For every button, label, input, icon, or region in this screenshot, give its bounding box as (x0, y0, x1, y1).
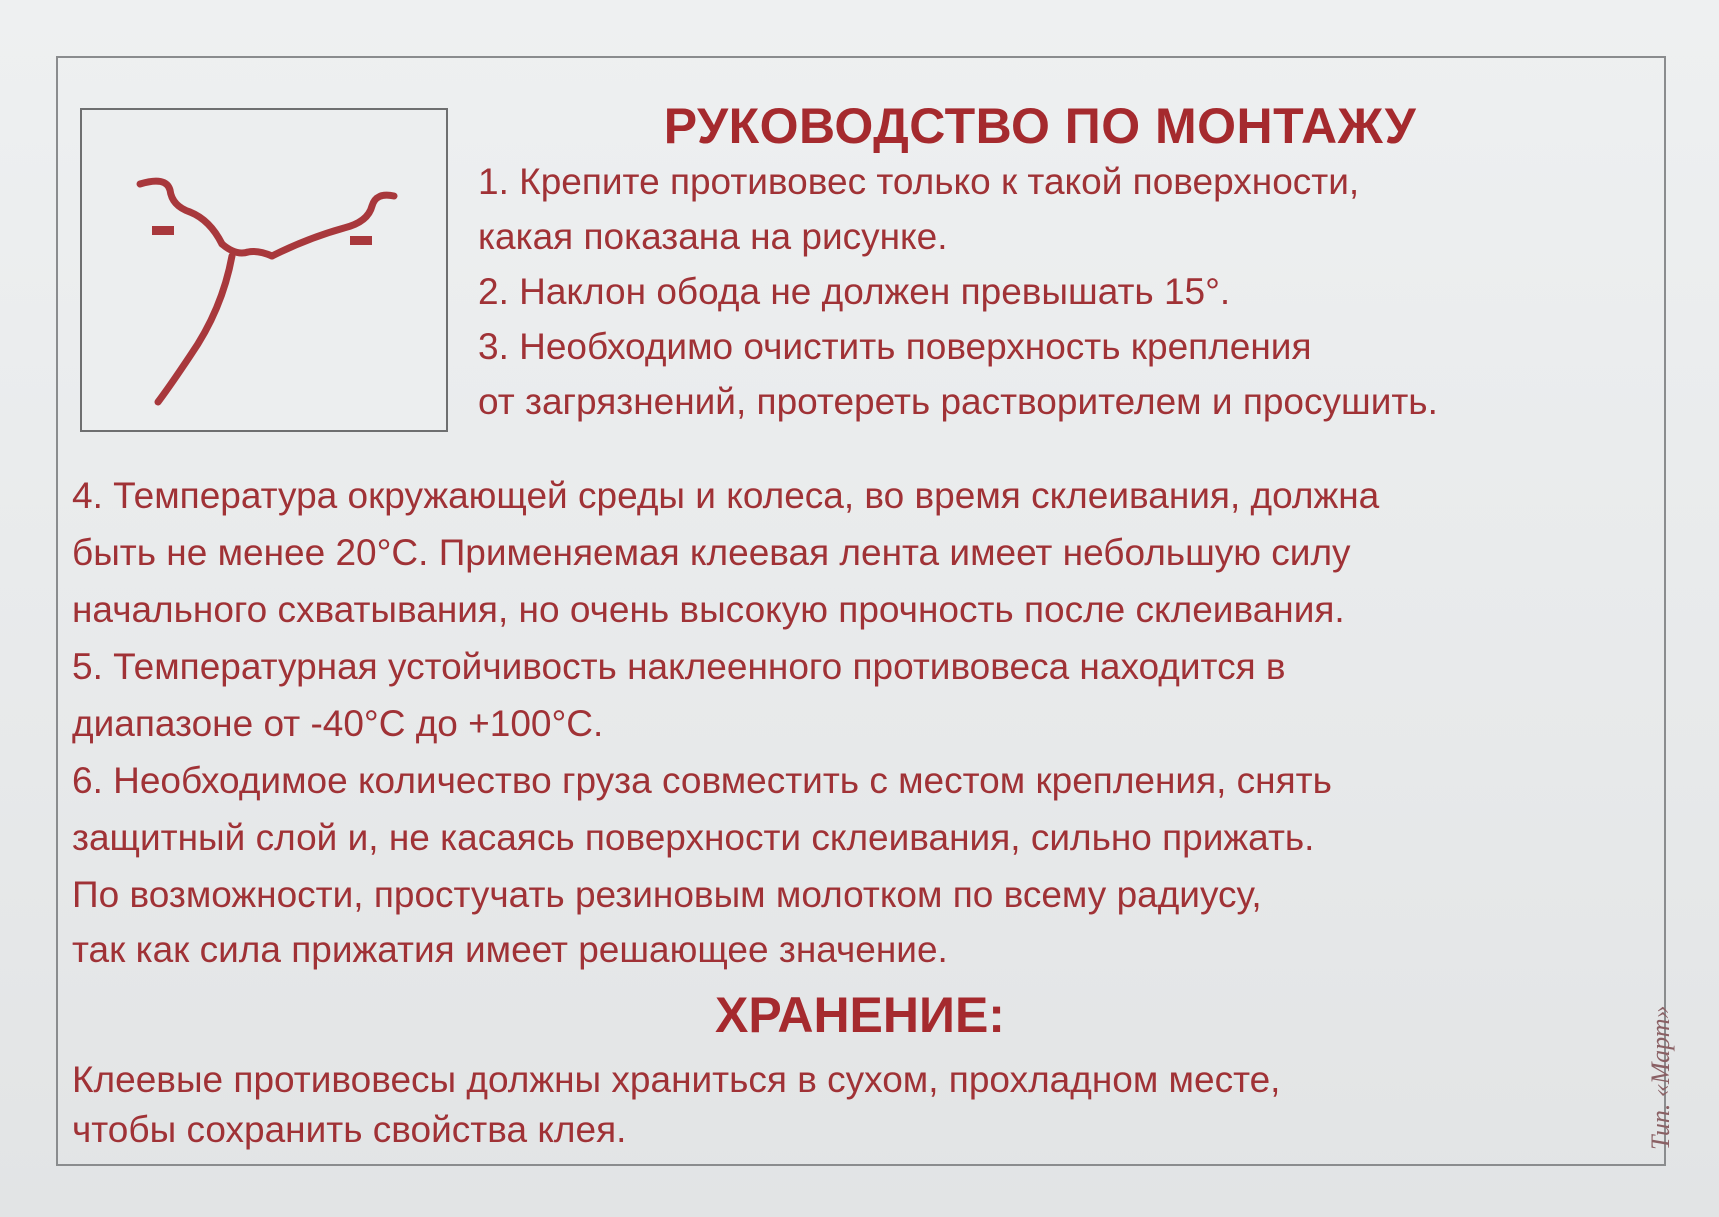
manual-line-8: начального схватывания, но очень высокую прочность после склеивания. (72, 589, 1345, 630)
manual-title: РУКОВОДСТВО ПО МОНТАЖУ (663, 98, 1417, 154)
right-weight-mark (350, 236, 372, 245)
printer-imprint: Тип. «Март» (1646, 1005, 1675, 1150)
rim-figure (80, 108, 448, 432)
manual-line-4: 3. Необходимо очистить поверхность крепления (478, 326, 1312, 367)
manual-line-13: По возможности, простучать резиновым молотком по всему радиусу, (72, 874, 1262, 915)
manual-line-10: диапазоне от -40°С до +100°С. (72, 703, 604, 744)
storage-line-1: Клеевые противовесы должны храниться в сухом, прохладном месте, (72, 1059, 1281, 1100)
manual-line-7: быть не менее 20°С. Применяемая клеевая лента имеет небольшую силу (72, 532, 1351, 573)
storage-title: ХРАНЕНИЕ: (715, 987, 1005, 1043)
manual-line-12: защитный слой и, не касаясь поверхности склеивания, сильно прижать. (72, 817, 1315, 858)
manual-line-14: так как сила прижатия имеет решающее значение. (72, 929, 948, 970)
manual-line-6: 4. Температура окружающей среды и колеса, во время склеивания, должна (72, 475, 1380, 516)
manual-line-3: 2. Наклон обода не должен превышать 15°. (478, 271, 1231, 312)
storage-line-2: чтобы сохранить свойства клея. (72, 1109, 627, 1150)
manual-line-11: 6. Необходимое количество груза совместить с местом крепления, снять (72, 760, 1332, 801)
manual-line-9: 5. Температурная устойчивость наклеенного противовеса находится в (72, 646, 1286, 687)
manual-line-5: от загрязнений, протереть растворителем и просушить. (478, 381, 1438, 422)
manual-line-1: 1. Крепите противовес только к такой поверхности, (478, 161, 1360, 202)
manual-line-2: какая показана на рисунке. (478, 216, 948, 257)
left-weight-mark (152, 226, 174, 235)
wheel-rim-profile-icon (82, 110, 446, 430)
